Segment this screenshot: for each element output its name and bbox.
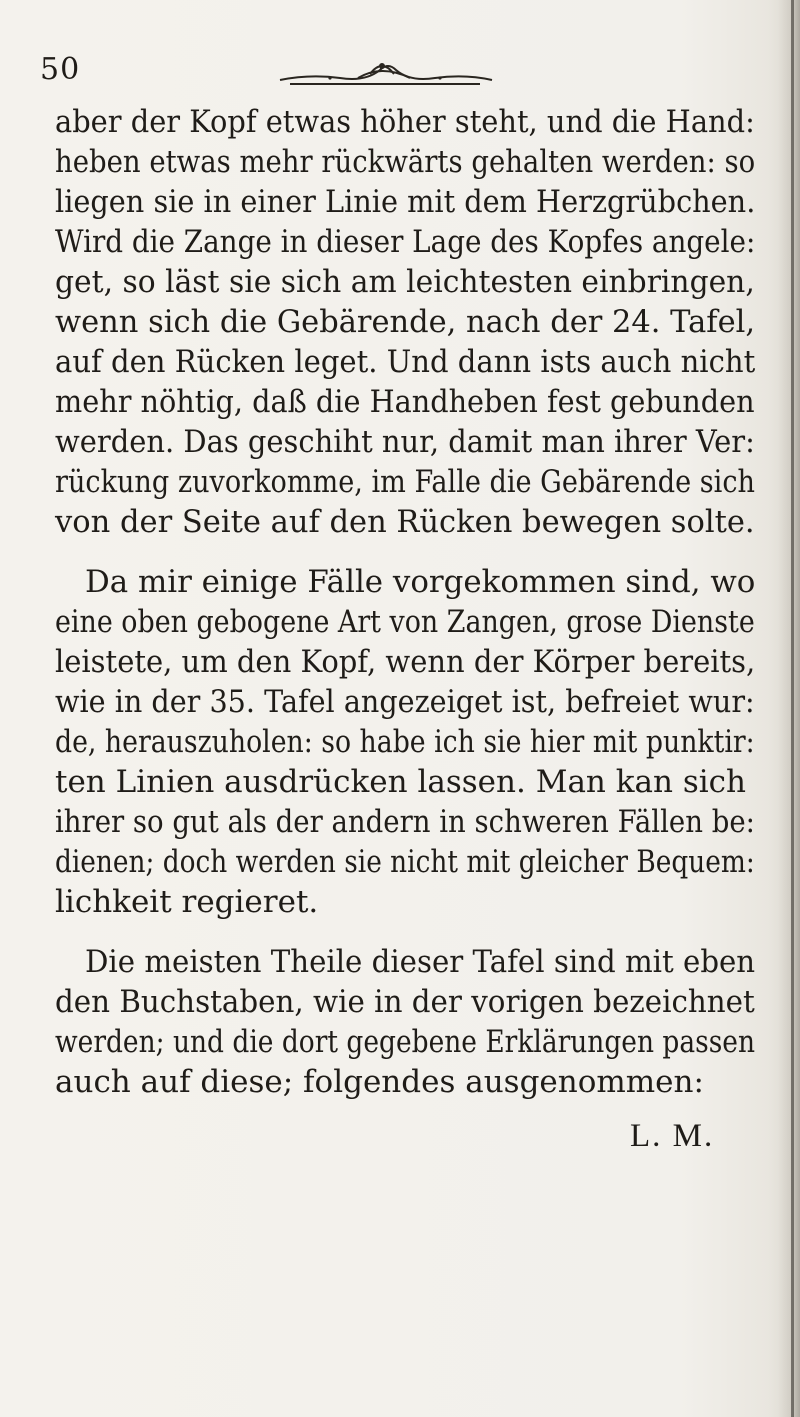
text-line: heben etwas mehr rückwärts gehalten werden: so (55, 144, 756, 180)
text-line: get, so läst sie sich am leichtesten einbringen, (55, 264, 755, 300)
text-line: de, herauszuholen: so habe ich sie hier mit punktir: (55, 724, 755, 760)
text-line: leistete, um den Kopf, wenn der Körper bereits, (55, 644, 756, 680)
text-line: auf den Rücken leget. Und dann ists auch nicht (55, 344, 756, 380)
text-line: lichkeit regieret. (55, 884, 319, 920)
text-line: ihrer so gut als der andern in schweren Fällen be: (55, 804, 755, 840)
text-line: aber der Kopf etwas höher steht, und die Hand: (55, 104, 755, 140)
text-line: mehr nöhtig, daß die Handheben fest gebunden (55, 384, 755, 420)
text-line: dienen; doch werden sie nicht mit gleicher Bequem: (55, 844, 755, 880)
text-line: Da mir einige Fälle vorgekommen sind, wo (85, 564, 756, 600)
text-line: wenn sich die Gebärende, nach der 24. Tafel, (55, 304, 756, 340)
text-line: von der Seite auf den Rücken bewegen solte. (55, 504, 755, 540)
text-line: ten Linien ausdrücken lassen. Man kan sich (55, 764, 746, 800)
text-line: Die meisten Theile dieser Tafel sind mit eben (85, 944, 756, 980)
page-number: 50 (40, 52, 81, 87)
text-line: Wird die Zange in dieser Lage des Kopfes angele: (55, 224, 756, 260)
text-line: rückung zuvorkomme, im Falle die Gebärende sich (55, 464, 755, 500)
text-line: auch auf diese; folgendes ausgenommen: (55, 1064, 704, 1100)
printers-ornament-icon (270, 56, 500, 90)
text-line: werden. Das geschiht nur, damit man ihrer Ver: (55, 424, 755, 460)
text-line: den Buchstaben, wie in der vorigen bezeichnet (55, 984, 755, 1020)
page-edge-shadow (778, 0, 800, 1417)
text-line: eine oben gebogene Art von Zangen, grose Dienste (55, 604, 755, 640)
page-edge-line (791, 0, 794, 1417)
text-line: liegen sie in einer Linie mit dem Herzgrübchen. (55, 184, 756, 220)
text-line: werden; und die dort gegebene Erklärungen passen (55, 1024, 756, 1060)
text-line: wie in der 35. Tafel angezeiget ist, befreiet wur: (55, 684, 755, 720)
catchword: L. M. (630, 1118, 715, 1154)
